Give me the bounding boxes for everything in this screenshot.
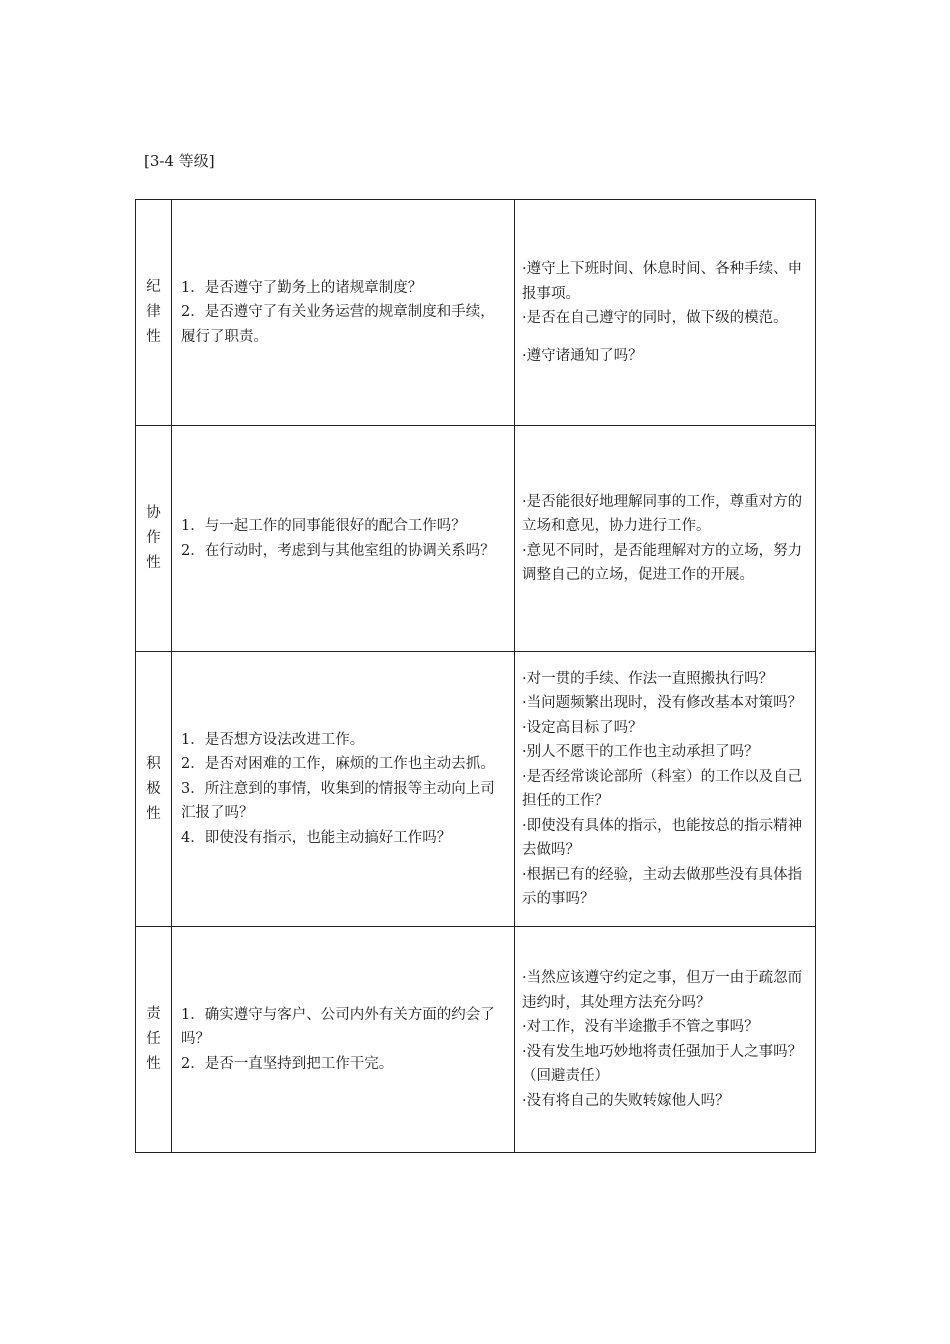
details-cell <box>515 652 816 927</box>
detail-item: ·意见不同时，是否能理解对方的立场，努力调整自己的立场，促进工作的开展。 <box>522 542 803 583</box>
criteria-item: 2．是否对困难的工作，麻烦的工作也主动去抓。 <box>181 756 495 773</box>
category-char: 作 <box>146 530 161 546</box>
detail-item: ·对一贯的手续、作法一直照搬执行吗？ <box>522 670 774 687</box>
criteria-item: 1．是否想方设法改进工作。 <box>181 731 365 748</box>
detail-item: ·别人不愿干的工作也主动承担了吗？ <box>522 744 759 760</box>
detail-item: ·没有发生地巧妙地将责任强加于人之事吗？（回避责任） <box>522 1043 803 1084</box>
category-char: 协 <box>146 505 161 521</box>
category-char: 性 <box>146 805 161 822</box>
details-cell <box>515 200 816 426</box>
detail-item: ·即使没有具体的指示，也能按总的指示精神去做吗？ <box>522 817 803 858</box>
category-char: 性 <box>146 1056 161 1072</box>
evaluation-table <box>135 199 816 1153</box>
category-cell <box>136 426 172 652</box>
category-char: 极 <box>146 780 161 797</box>
category-cell <box>136 200 172 426</box>
criteria-cell <box>172 200 515 426</box>
table-row-discipline <box>136 200 816 426</box>
detail-item: ·是否能很好地理解同事的工作，尊重对方的立场和意见，协力进行工作。 <box>522 493 803 534</box>
detail-item: ·是否经常谈论部所（科室）的工作以及自己担任的工作？ <box>522 768 803 809</box>
criteria-cell <box>172 426 515 652</box>
criteria-item: 4．即使没有指示，也能主动搞好工作吗？ <box>181 829 452 846</box>
category-char: 律 <box>146 304 161 320</box>
detail-item: ·对工作，没有半途撒手不管之事吗？ <box>522 1019 759 1035</box>
category-char: 性 <box>146 329 161 345</box>
detail-item: ·遵守上下班时间、休息时间、各种手续、申报事项。 <box>522 261 803 302</box>
criteria-item: 1．是否遵守了勤务上的诸规章制度？ <box>181 279 423 296</box>
details-cell <box>515 927 816 1153</box>
detail-item: ·是否在自己遵守的同时，做下级的模范。 <box>522 310 788 326</box>
detail-item: ·根据已有的经验，主动去做那些没有具体指示的事吗？ <box>522 866 803 907</box>
criteria-item: 1．确实遵守与客户、公司内外有关方面的约会了吗？ <box>181 1006 495 1048</box>
category-cell <box>136 927 172 1153</box>
criteria-item: 3．所注意到的事情，收集到的情报等主动向上司汇报了吗？ <box>181 780 495 822</box>
category-char: 积 <box>146 755 161 772</box>
criteria-item: 2．在行动时，考虑到与其他室组的协调关系吗？ <box>181 542 495 559</box>
detail-item: ·没有将自己的失败转嫁他人吗？ <box>522 1092 730 1109</box>
category-cell <box>136 652 172 927</box>
criteria-item: 2．是否一直坚持到把工作干完。 <box>181 1055 394 1072</box>
detail-item: ·当然应该遵守约定之事，但万一由于疏忽而违约时，其处理方法充分吗？ <box>522 970 803 1011</box>
table-row-initiative <box>136 652 816 927</box>
category-char: 责 <box>146 1006 161 1022</box>
criteria-cell <box>172 652 515 927</box>
table-row-cooperation <box>136 426 816 652</box>
category-char: 任 <box>146 1031 161 1047</box>
detail-item: ·当问题频繁出现时，没有修改基本对策吗？ <box>522 695 803 711</box>
details-cell <box>515 426 816 652</box>
detail-item: ·遵守诸通知了吗？ <box>522 347 643 364</box>
section-heading: [3-4 等级] <box>144 152 215 170</box>
category-char: 性 <box>146 555 161 571</box>
table-row-responsibility <box>136 927 816 1153</box>
criteria-item: 2．是否遵守了有关业务运营的规章制度和手续，履行了职责。 <box>181 304 495 345</box>
criteria-item: 1．与一起工作的同事能很好的配合工作吗？ <box>181 518 466 534</box>
category-char: 纪 <box>146 279 161 295</box>
criteria-cell <box>172 927 515 1153</box>
detail-item: ·设定高目标了吗？ <box>522 719 643 736</box>
